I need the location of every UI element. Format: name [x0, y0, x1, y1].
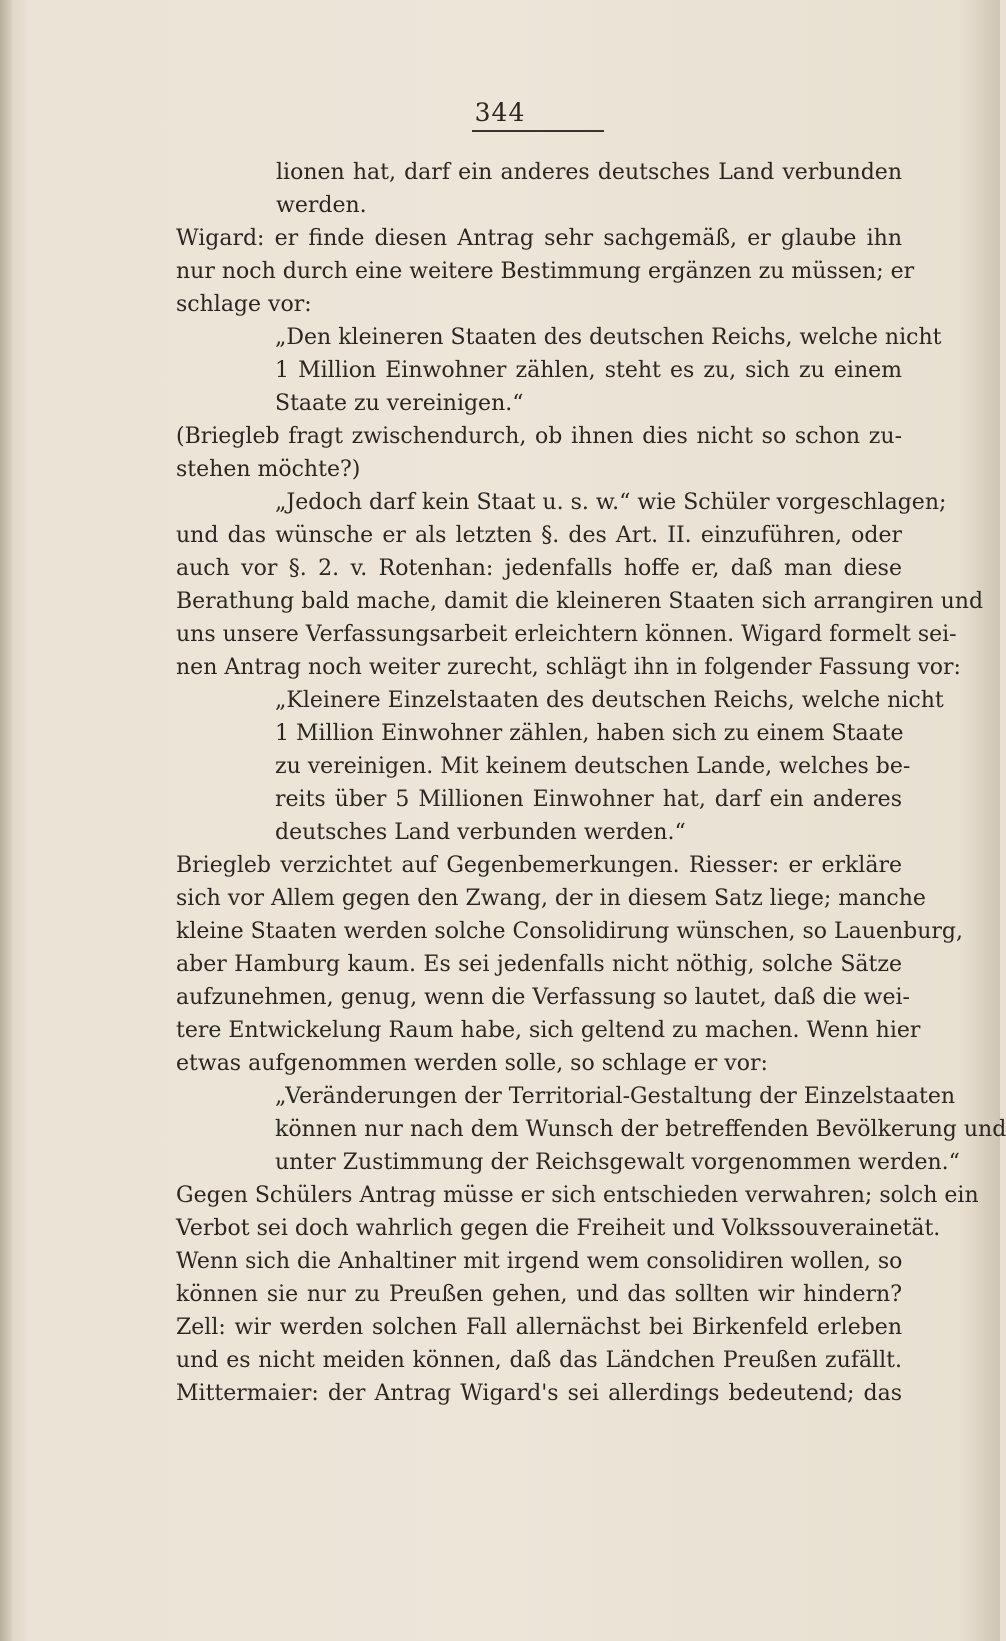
text-line: und es nicht meiden können, daß das Ländchen Preußen zufällt.: [176, 1348, 902, 1373]
body-text: [176, 156, 1006, 1410]
text-line: „Den kleineren Staaten des deutschen Reichs, welche nicht: [275, 325, 942, 350]
text-line: Wenn sich die Anhaltiner mit irgend wem consolidiren wollen, so: [176, 1249, 903, 1274]
text-line: uns unsere Verfassungsarbeit erleichtern können. Wigard formelt sei-: [176, 622, 957, 647]
text-line: „Kleinere Einzelstaaten des deutschen Reichs, welche nicht: [275, 688, 944, 713]
text-line: 1 Million Einwohner zählen, steht es zu, sich zu einem: [275, 358, 902, 383]
text-line: „Jedoch darf kein Staat u. s. w.“ wie Schüler vorgeschlagen;: [275, 490, 947, 515]
text-line: nen Antrag noch weiter zurecht, schlägt ihn in folgender Fassung vor:: [176, 655, 961, 680]
text-line: unter Zustimmung der Reichsgewalt vorgenommen werden.“: [275, 1150, 960, 1175]
page-number: 344: [474, 98, 526, 127]
text-line: zu vereinigen. Mit keinem deutschen Lande, welches be-: [275, 754, 911, 779]
text-line: sich vor Allem gegen den Zwang, der in diesem Satz liege; manche: [176, 886, 926, 911]
text-line: nur noch durch eine weitere Bestimmung ergänzen zu müssen; er: [176, 259, 915, 284]
binding-gutter: [0, 0, 12, 1641]
text-line: (Briegleb fragt zwischendurch, ob ihnen dies nicht so schon zu-: [176, 424, 902, 449]
text-line: deutsches Land verbunden werden.“: [275, 820, 686, 845]
text-line: Wigard: er finde diesen Antrag sehr sachgemäß, er glaube ihn: [176, 226, 902, 251]
text-line: Briegleb verzichtet auf Gegenbemerkungen. Riesser: er erkläre: [176, 853, 902, 878]
text-line: Gegen Schülers Antrag müsse er sich entschieden verwahren; solch ein: [176, 1183, 979, 1208]
text-line: und das wünsche er als letzten §. des Art. II. einzuführen, oder: [176, 523, 902, 548]
text-line: tere Entwickelung Raum habe, sich geltend zu machen. Wenn hier: [176, 1018, 921, 1043]
text-line: werden.: [276, 193, 367, 218]
text-line: kleine Staaten werden solche Consolidirung wünschen, so Lauenburg,: [176, 919, 963, 944]
text-line: aber Hamburg kaum. Es sei jedenfalls nicht nöthig, solche Sätze: [176, 952, 902, 977]
text-line: etwas aufgenommen werden solle, so schlage er vor:: [176, 1051, 768, 1076]
text-line: reits über 5 Millionen Einwohner hat, darf ein anderes: [275, 787, 902, 812]
text-line: 1 Million Einwohner zählen, haben sich zu einem Staate: [275, 721, 904, 746]
text-line: Verbot sei doch wahrlich gegen die Freiheit und Volkssouverainetät.: [176, 1216, 941, 1241]
header-rule: [472, 130, 604, 132]
text-line: lionen hat, darf ein anderes deutsches Land verbunden: [276, 160, 902, 185]
text-line: Zell: wir werden solchen Fall allernächst bei Birkenfeld erleben: [176, 1315, 902, 1340]
text-line: auch vor §. 2. v. Rotenhan: jedenfalls hoffe er, daß man diese: [176, 556, 902, 581]
text-line: können nur nach dem Wunsch der betreffenden Bevölkerung und: [275, 1117, 1006, 1142]
text-line: Staate zu vereinigen.“: [275, 391, 524, 416]
text-line: Berathung bald mache, damit die kleineren Staaten sich arrangiren und: [176, 589, 984, 614]
text-line: Mittermaier: der Antrag Wigard's sei allerdings bedeutend; das: [176, 1381, 902, 1406]
text-line: können sie nur zu Preußen gehen, und das sollten wir hindern?: [176, 1282, 902, 1307]
text-line: aufzunehmen, genug, wenn die Verfassung so lautet, daß die wei-: [176, 985, 910, 1010]
text-line: „Veränderungen der Territorial-Gestaltung der Einzelstaaten: [275, 1084, 956, 1109]
text-line: stehen möchte?): [176, 457, 361, 482]
text-line: schlage vor:: [176, 292, 312, 317]
